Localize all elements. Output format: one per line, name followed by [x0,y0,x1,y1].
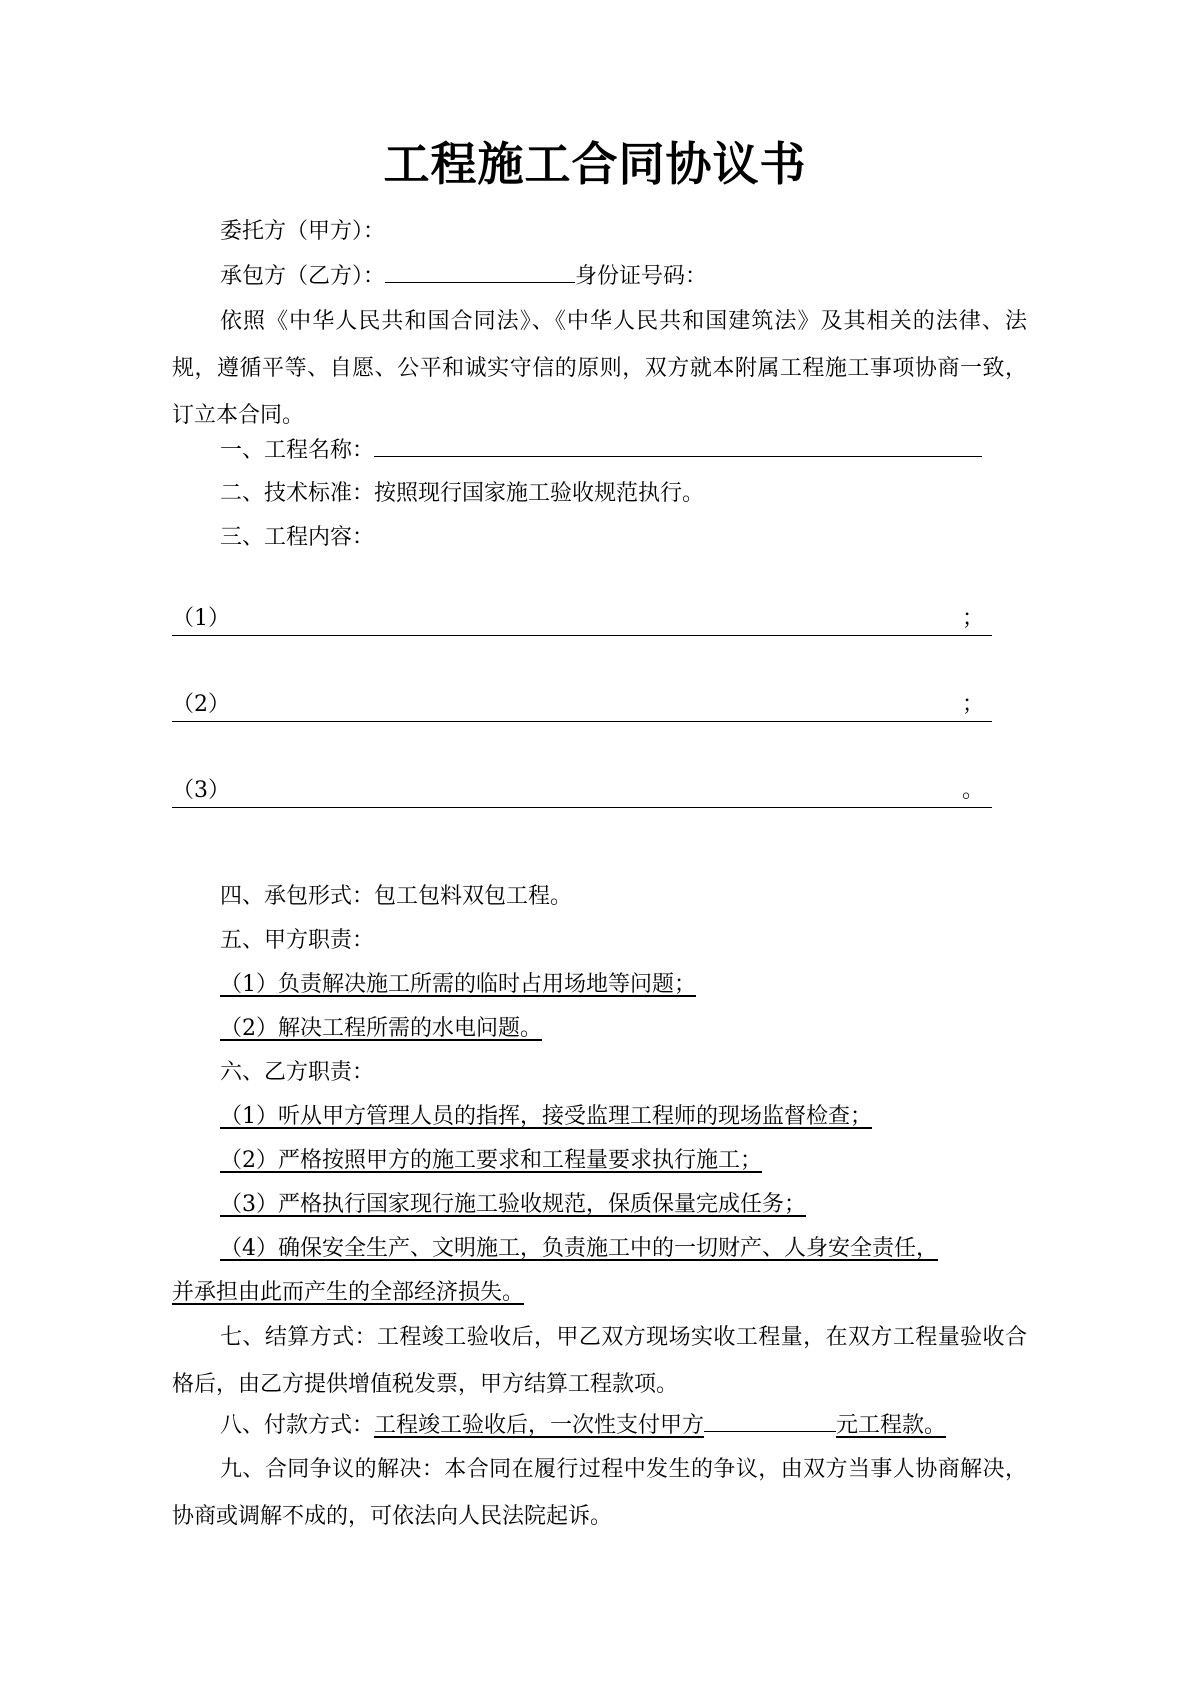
section-4-line: 四、承包形式：包工包料双包工程。 [220,884,573,909]
content-item-label: （2） [172,692,230,717]
content-item-1[interactable] [172,603,992,636]
party-a-duty-1: （1）负责解决施工所需的临时占用场地等问题； [220,972,696,997]
payment-label: 八、付款方式： [220,1413,375,1438]
id-number-label: 身份证号码： [575,264,708,289]
content-item-3[interactable] [172,775,992,808]
party-a-duty-2: （2）解决工程所需的水电问题。 [220,1016,542,1041]
section-9-paragraph: 九、合同争议的解决：本合同在履行过程中发生的争议，由双方当事人协商解决，协商或调解不成的，可依法向人民法院起诉。 [172,1457,1027,1529]
content-item-label: （3） [172,778,230,803]
party-b-duty-1: （1）听从甲方管理人员的指挥，接受监理工程师的现场监督检查； [220,1104,872,1129]
section-6-heading: 六、乙方职责： [220,1060,375,1085]
section-7-paragraph: 七、结算方式：工程竣工验收后，甲乙双方现场实收工程量，在双方工程量验收合格后，由乙方提供增值税发票，甲方结算工程款项。 [172,1325,1027,1397]
content-item-label: （1） [172,606,230,631]
party-b-duty-3: （3）严格执行国家现行施工验收规范，保质保量完成任务； [220,1192,806,1217]
content-item-end: ； [961,692,984,717]
content-item-end: 。 [961,778,984,803]
party-b-label: 承包方（乙方）： [220,264,386,289]
content-item-2[interactable] [172,689,992,722]
payment-terms-end: 元工程款。 [836,1413,947,1438]
party-b-duty-4-continued: 并承担由此而产生的全部经济损失。 [172,1280,525,1305]
section-8-line [220,1409,946,1442]
section-2-line: 二、技术标准：按照现行国家施工验收规范执行。 [220,481,705,506]
party-b-duty-4: （4）确保安全生产、文明施工，负责施工中的一切财产、人身安全责任， [220,1236,938,1261]
party-b-duty-2: （2）严格按照甲方的施工要求和工程量要求执行施工； [220,1148,762,1173]
project-name-label: 一、工程名称： [220,438,375,463]
party-a-line [220,216,385,248]
party-b-blank[interactable] [385,260,575,283]
section-3-heading: 三、工程内容： [220,525,375,550]
payment-terms: 工程竣工验收后，一次性支付甲方 [374,1413,705,1438]
section-1-line [220,434,982,467]
party-b-line [220,260,707,293]
preamble-paragraph: 依照《中华人民共和国合同法》、《中华人民共和国建筑法》及其相关的法律、法规，遵循平等、自愿、公平和诚实守信的原则，双方就本附属工程施工事项协商一致，订立本合同。 [172,309,1027,428]
document-title: 工程施工合同协议书 [383,137,807,191]
section-5-heading: 五、甲方职责： [220,928,375,953]
content-item-end: ； [961,606,984,631]
project-name-blank[interactable] [374,434,982,457]
payment-amount-blank[interactable] [704,1409,836,1432]
party-a-label: 委托方（甲方）： [220,219,386,244]
